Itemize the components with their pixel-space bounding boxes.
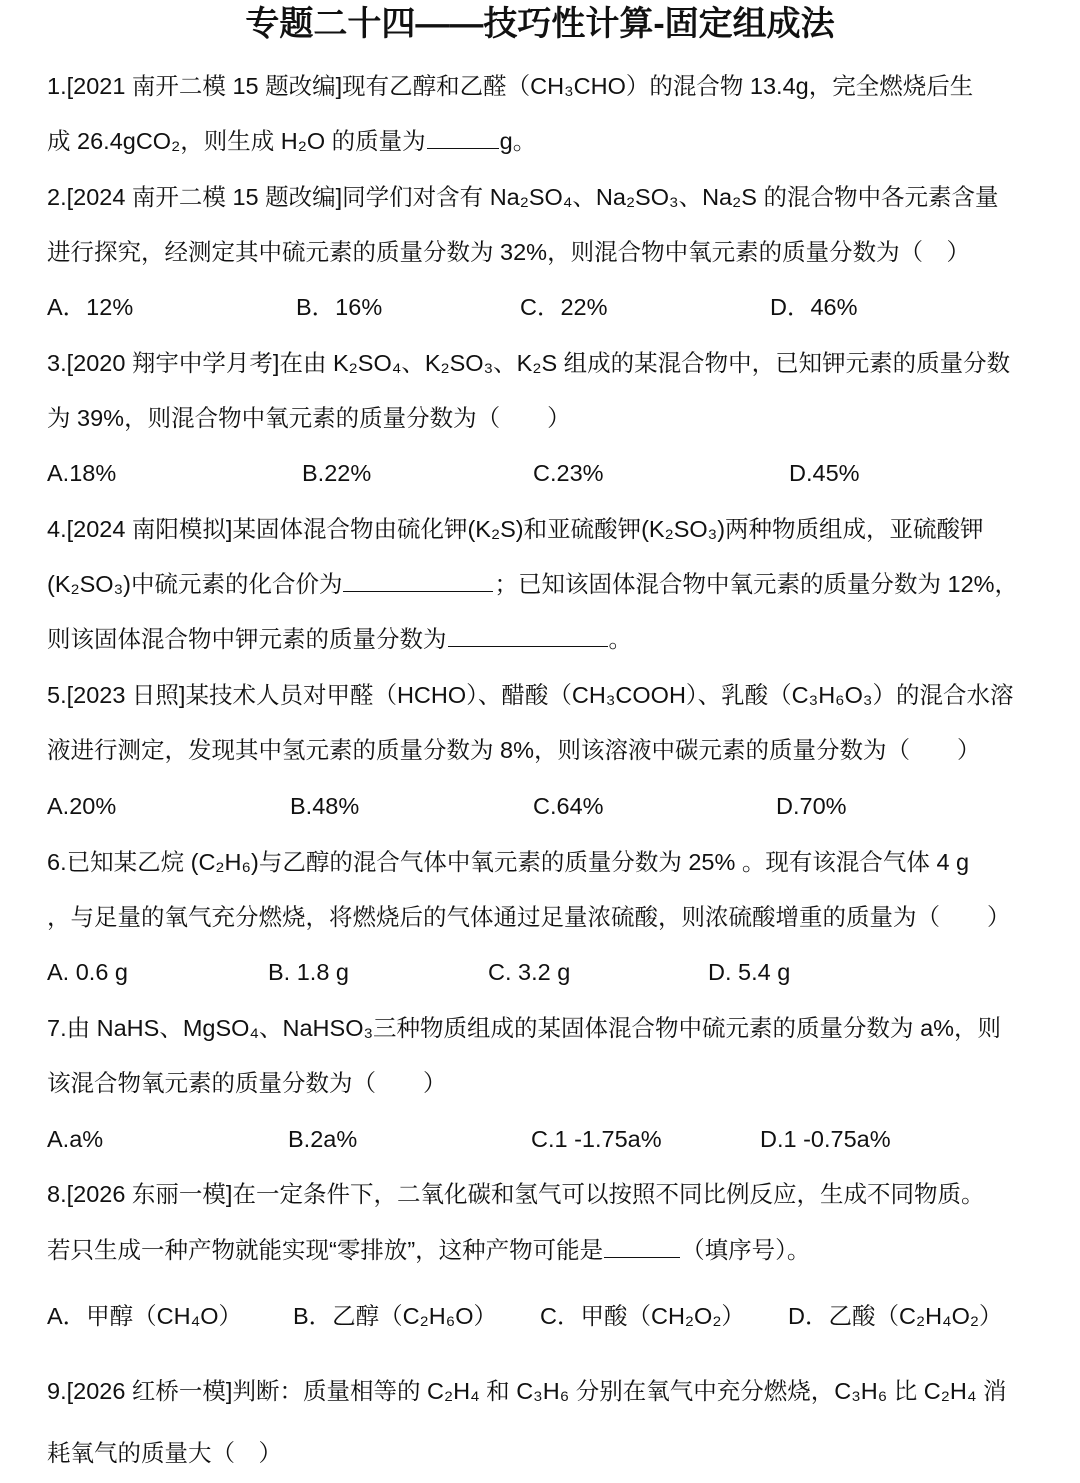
question-3-option-b: B.22% [302, 460, 372, 486]
question-5-option-a: A.20% [47, 793, 117, 819]
question-8-text: 若只生成一种产物就能实现“零排放”，这种产物可能是 [47, 1237, 604, 1263]
question-5-line-2: 液进行测定，发现其中氢元素的质量分数为 8%，则该溶液中碳元素的质量分数为（ ） [47, 737, 981, 763]
question-4-end: 。 [608, 626, 632, 652]
question-2-option-d: D．46% [770, 294, 858, 320]
answer-blank[interactable] [427, 128, 499, 149]
question-7-line-1: 7.由 NaHS、MgSO₄、NaHSO₃三种物质组成的某固体混合物中硫元素的质量分数为 a%，则 [47, 1015, 1002, 1041]
question-4-line-2 [47, 567, 1047, 601]
question-5-option-c: C.64% [533, 793, 604, 819]
question-5-option-d: D.70% [776, 793, 847, 819]
question-2-option-b: B．16% [296, 294, 383, 320]
question-8-option-a: A．甲醇（CH₄O） [47, 1303, 242, 1329]
question-3-option-a: A.18% [47, 460, 117, 486]
question-3-option-c: C.23% [533, 460, 604, 486]
question-8-line-1: 8.[2026 东丽一模]在一定条件下，二氧化碳和氢气可以按照不同比例反应，生成不同物质。 [47, 1181, 985, 1207]
question-8-option-b: B．乙醇（C₂H₆O） [293, 1303, 497, 1329]
page-title: 专题二十四——技巧性计算-固定组成法 [245, 5, 835, 43]
question-8-text-cont: （填序号）。 [681, 1237, 811, 1263]
question-9-line-2: 耗氧气的质量大（ ） [47, 1440, 282, 1466]
question-1-line-1: 1.[2021 南开二模 15 题改编]现有乙醇和乙醛（CH₃CHO）的混合物 13.4g，完全燃烧后生 [47, 73, 974, 99]
question-8-option-c: C．甲酸（CH₂O₂） [540, 1303, 745, 1329]
question-3-line-2: 为 39%，则混合物中氧元素的质量分数为（ ） [47, 405, 571, 431]
question-8-line-2 [47, 1233, 1047, 1267]
question-8-option-d: D．乙酸（C₂H₄O₂） [788, 1303, 1003, 1329]
question-7-line-2: 该混合物氧元素的质量分数为（ ） [47, 1070, 447, 1096]
question-5-line-1: 5.[2023 日照]某技术人员对甲醛（HCHO）、醋酸（CH₃COOH）、乳酸（C₃H₆O₃）的混合水溶 [47, 682, 1014, 708]
question-5-option-b: B.48% [290, 793, 360, 819]
question-7-option-c: C.1 -1.75a% [531, 1126, 662, 1152]
question-1-text: 成 26.4gCO₂，则生成 H₂O 的质量为 [47, 128, 426, 154]
question-6-option-a: A. 0.6 g [47, 959, 128, 985]
question-1-unit: g。 [499, 128, 537, 154]
answer-blank[interactable] [448, 626, 608, 647]
question-7-option-b: B.2a% [288, 1126, 358, 1152]
question-4-line-1: 4.[2024 南阳模拟]某固体混合物由硫化钾(K₂S)和亚硫酸钾(K₂SO₃)两种物质组成，亚硫酸钾 [47, 516, 984, 542]
question-6-option-b: B. 1.8 g [268, 959, 349, 985]
question-2-line-2: 进行探究，经测定其中硫元素的质量分数为 32%，则混合物中氧元素的质量分数为（ ） [47, 239, 971, 265]
question-2-line-1: 2.[2024 南开二模 15 题改编]同学们对含有 Na₂SO₄、Na₂SO₃、Na₂S 的混合物中各元素含量 [47, 184, 999, 210]
question-3-line-1: 3.[2020 翔宇中学月考]在由 K₂SO₄、K₂SO₃、K₂S 组成的某混合物中，已知钾元素的质量分数 [47, 350, 1011, 376]
question-2-option-a: A．12% [47, 294, 134, 320]
question-6-line-1: 6.已知某乙烷 (C₂H₆)与乙醇的混合气体中氧元素的质量分数为 25% 。现有该混合气体 4 g [47, 849, 970, 875]
question-3-option-d: D.45% [789, 460, 860, 486]
question-6-line-2: ，与足量的氧气充分燃烧，将燃烧后的气体通过足量浓硫酸，则浓硫酸增重的质量为（ ） [47, 904, 1011, 930]
answer-blank[interactable] [604, 1237, 680, 1258]
question-9-line-1: 9.[2026 红桥一模]判断：质量相等的 C₂H₄ 和 C₃H₆ 分别在氧气中充分燃烧，C₃H₆ 比 C₂H₄ 消 [47, 1378, 1007, 1404]
question-6-option-c: C. 3.2 g [488, 959, 571, 985]
question-4-text: (K₂SO₃)中硫元素的化合价为 [47, 571, 343, 597]
question-4-text-2: 则该固体混合物中钾元素的质量分数为 [47, 626, 447, 652]
question-6-option-d: D. 5.4 g [708, 959, 791, 985]
question-7-option-a: A.a% [47, 1126, 104, 1152]
question-1-line-2 [47, 124, 1047, 158]
question-4-line-3 [47, 622, 1047, 656]
question-2-option-c: C．22% [520, 294, 608, 320]
answer-blank[interactable] [343, 571, 493, 592]
question-7-option-d: D.1 -0.75a% [760, 1126, 891, 1152]
question-4-text-cont: ；已知该固体混合物中氧元素的质量分数为 12%， [494, 571, 1019, 597]
